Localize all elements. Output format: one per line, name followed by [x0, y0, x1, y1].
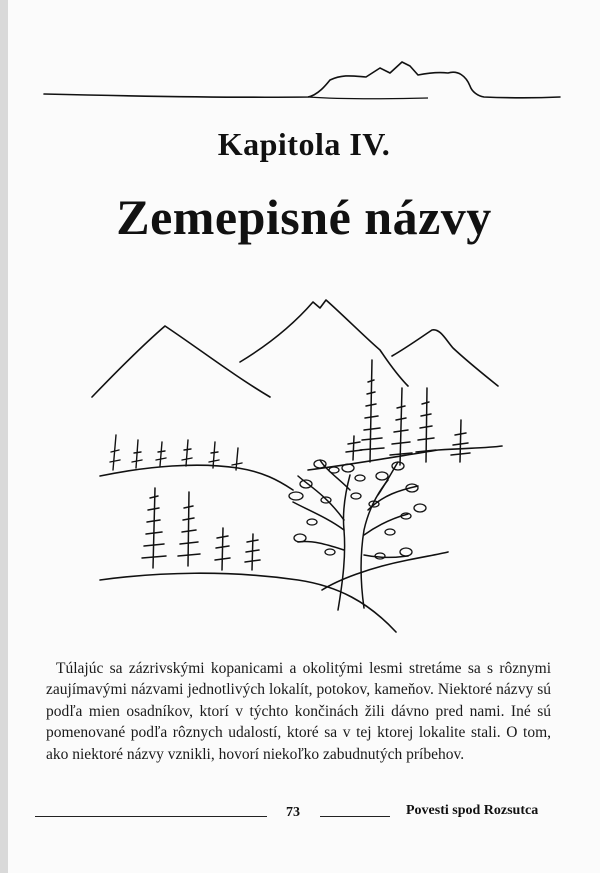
chapter-intro-paragraph: Túlajúc sa zázrivskými kopanicami a okolitými lesmi stretáme sa s rôznymi zaujímavými názvami jednotlivých lokalít, potokov, kameňov. Niektoré názvy sú podľa mien osadníkov, ktorí v týchto končinách žili dávno pred nami. Iné sú pomenované podľa rôznych udalostí, ktoré sa v tej ktorej lokalite stali. O tom, ako niektoré názvy vznikli, hovorí niekoľko zabudnutých príbehov.: [46, 660, 551, 763]
page-number: 73: [286, 805, 300, 820]
chapter-title: Zemepisné názvy: [116, 189, 492, 245]
running-book-title: Povesti spod Rozsutca: [406, 803, 539, 818]
mountain-ridge-ornament: [8, 0, 600, 130]
footer-rule-right: [320, 816, 390, 817]
chapter-label: Kapitola IV.: [217, 126, 391, 162]
footer-rule-left: [35, 816, 267, 817]
landscape-illustration: [8, 290, 600, 650]
page-footer: [8, 800, 600, 830]
book-page: [8, 0, 600, 873]
